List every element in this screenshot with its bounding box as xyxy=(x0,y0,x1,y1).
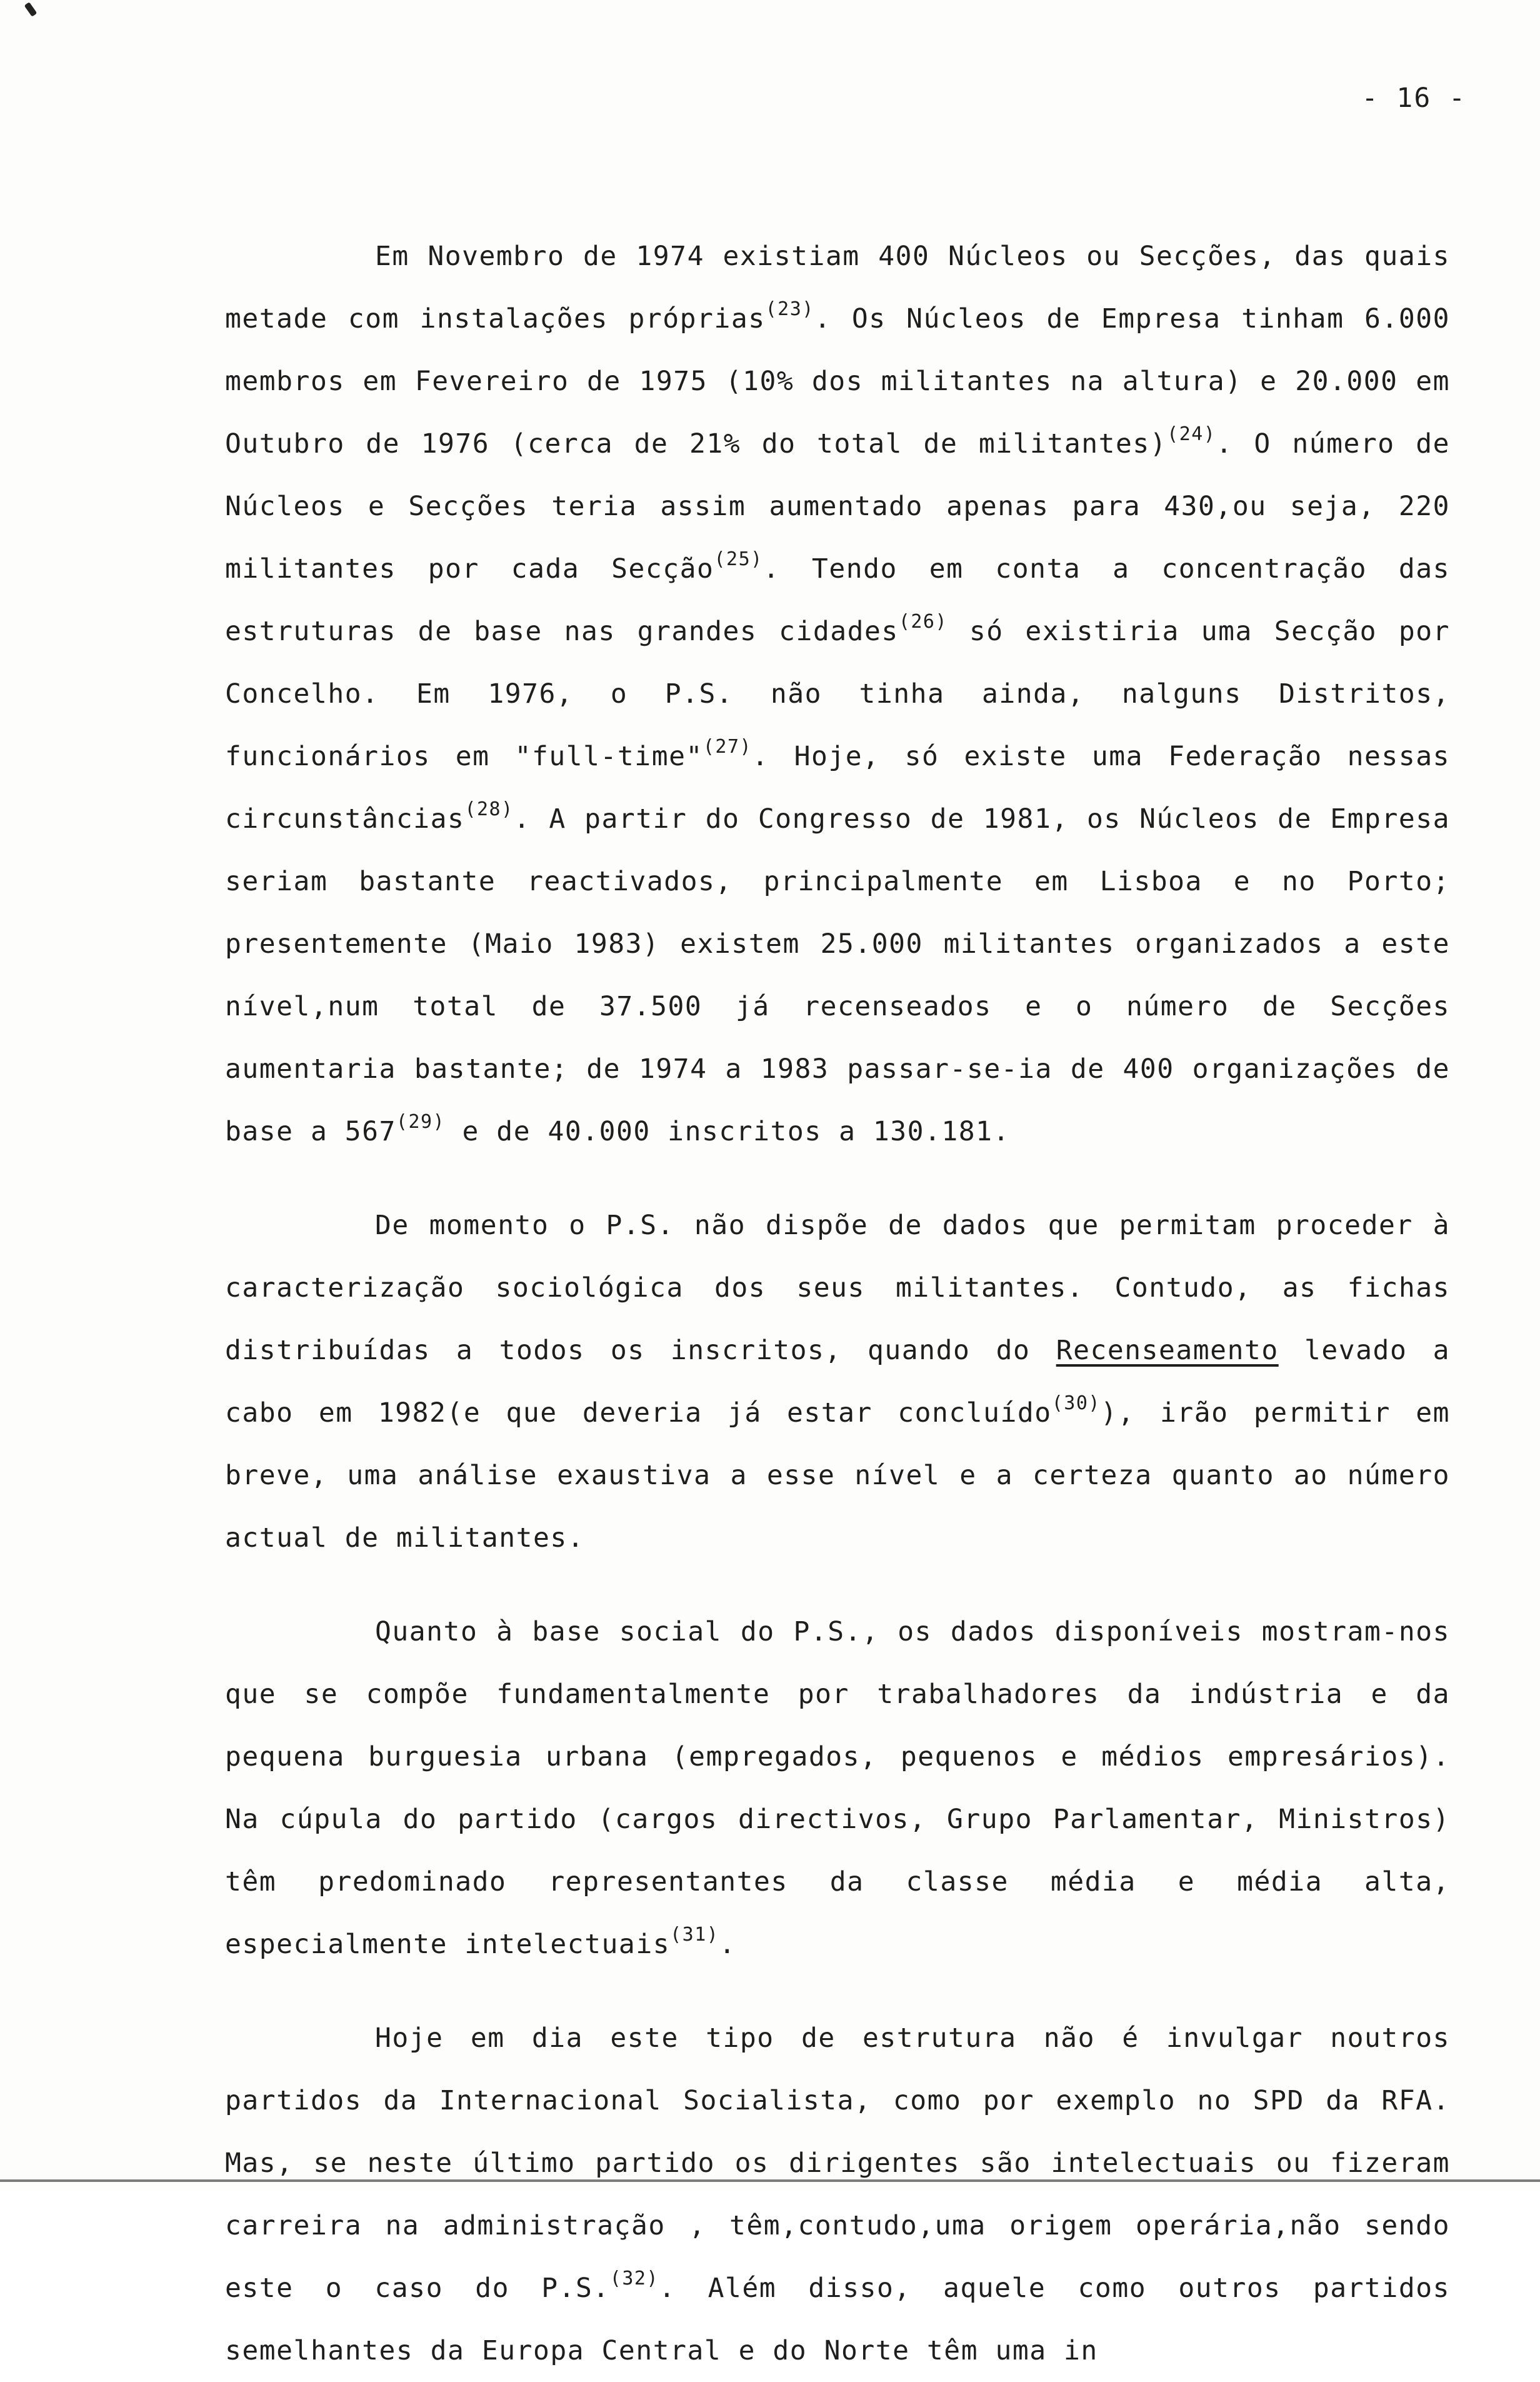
paragraph-1 xyxy=(225,225,1450,1163)
text-run: Quanto à base social do P.S., os dados disponíveis mostram-nos que se compõe fundamentalmente por trabalhadores da indústria e da pequena burguesia urbana (empregados, pequenos e médios empresários). Na cúpula do partido (cargos directivos, Grupo Parlamentar, Ministros) têm predominado representantes da classe média e média alta, especialmente intelectuais xyxy=(225,1616,1450,1960)
footnote-ref: (28) xyxy=(464,798,514,820)
text-run: . Os Núcleos de Empresa tinham 6.000 membros em Fevereiro de 1975 (10% dos militantes na altura) e 20.000 em Outubro de 1976 (cerca de 21% do total de militantes) xyxy=(225,303,1450,460)
footnote-ref: (23) xyxy=(765,298,814,320)
text-run: só existiria uma Secção por Concelho. Em 1976, o P.S. não tinha ainda, nalguns Distritos, funcionários em "full-time" xyxy=(225,616,1450,772)
text-run: e de 40.000 inscritos a 130.181. xyxy=(445,1116,1010,1147)
underlined-term: Recenseamento xyxy=(1056,1335,1279,1366)
page-number: - 16 - xyxy=(1361,83,1466,114)
footnote-ref: (31) xyxy=(670,1924,719,1946)
paragraph-3 xyxy=(225,1601,1450,1976)
body-text xyxy=(225,225,1450,2382)
footnote-ref: (29) xyxy=(396,1111,446,1133)
text-run: De momento o P.S. não dispõe de dados que permitam proceder à caracterização sociológica dos seus militantes. Contudo, as fichas distribuídas a todos os inscritos, quando do xyxy=(225,1210,1450,1366)
text-run: Hoje em dia este tipo de estrutura não é invulgar noutros partidos da Internacional Socialista, como por exemplo no SPD da RFA. Mas, se neste último partido os dirigentes são intelectuais ou fizeram carreira na administração , têm,contudo,uma origem operária,não sendo este o caso do P.S. xyxy=(225,2023,1450,2304)
paragraph-4 xyxy=(225,2007,1450,2382)
footnote-ref: (24) xyxy=(1167,423,1216,445)
text-run: . xyxy=(719,1929,736,1960)
paragraph-2 xyxy=(225,1194,1450,1569)
text-run: Em Novembro de 1974 existiam 400 Núcleos ou Secções, das quais metade com instalações próprias xyxy=(225,241,1450,334)
footnote-ref: (32) xyxy=(609,2268,659,2289)
scan-speck xyxy=(24,2,38,17)
footnote-ref: (26) xyxy=(898,611,948,633)
footnote-ref: (30) xyxy=(1051,1392,1101,1414)
text-run: levado a cabo em 1982(e que deveria já estar concluído xyxy=(225,1335,1451,1429)
scan-bottom-edge xyxy=(0,2179,1540,2182)
text-run: . Hoje, só existe uma Federação nessas circunstâncias xyxy=(225,741,1450,835)
text-run: ), irão permitir em breve, uma análise exaustiva a esse nível e a certeza quanto ao número actual de militantes. xyxy=(225,1397,1450,1554)
footnote-ref: (27) xyxy=(702,736,752,758)
text-run: . O número de Núcleos e Secções teria assim aumentado apenas para 430,ou seja, 220 militantes por cada Secção xyxy=(225,428,1450,585)
footnote-ref: (25) xyxy=(714,548,763,570)
text-run: . Tendo em conta a concentração das estruturas de base nas grandes cidades xyxy=(225,553,1450,647)
text-run: . Além disso, aquele como outros partidos semelhantes da Europa Central e do Norte têm uma in xyxy=(225,2273,1450,2366)
text-run: . A partir do Congresso de 1981, os Núcleos de Empresa seriam bastante reactivados, principalmente em Lisboa e no Porto; presentemente (Maio 1983) existem 25.000 militantes organizados a este nível,num total de 37.500 já recenseados e o número de Secções aumentaria bastante; de 1974 a 1983 passar-se-ia de 400 organizações de base a 567 xyxy=(225,803,1450,1147)
